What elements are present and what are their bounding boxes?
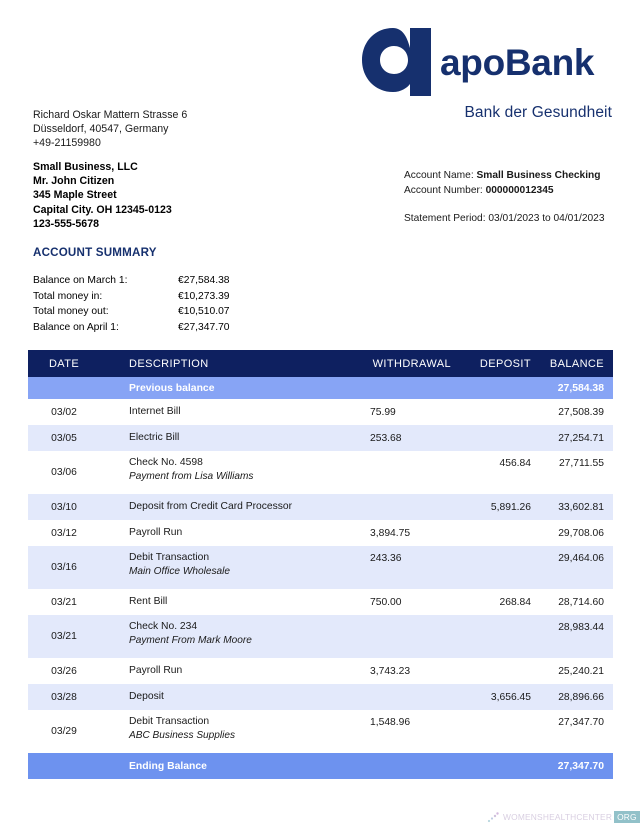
transaction-date: 03/21 bbox=[51, 631, 77, 642]
transaction-deposit bbox=[461, 658, 541, 684]
bank-address-phone: +49-21159980 bbox=[33, 137, 101, 150]
transaction-description bbox=[100, 615, 348, 658]
previous-balance-row bbox=[28, 377, 613, 399]
account-number-value: 000000012345 bbox=[485, 184, 554, 196]
transaction-balance: 27,254.71 bbox=[558, 432, 604, 444]
summary-value: €10,273.39 bbox=[178, 290, 230, 302]
transactions-header bbox=[28, 350, 613, 377]
description-main: Check No. 234 bbox=[129, 621, 198, 632]
transaction-description bbox=[100, 494, 348, 520]
transaction-deposit: 268.84 bbox=[499, 596, 531, 608]
transaction-withdrawal bbox=[348, 451, 461, 494]
table-row bbox=[28, 589, 613, 615]
transactions-table bbox=[28, 350, 613, 779]
transaction-deposit bbox=[461, 399, 541, 425]
transaction-deposit: 456.84 bbox=[499, 458, 531, 469]
summary-row bbox=[33, 320, 288, 336]
logo-tagline: Bank der Gesundheit bbox=[464, 104, 612, 121]
description-main: Internet Bill bbox=[129, 406, 181, 417]
description-main: Deposit bbox=[129, 691, 164, 702]
transaction-description bbox=[100, 399, 348, 425]
description-sub: Payment from Lisa Williams bbox=[129, 471, 254, 482]
summary-value: €10,510.07 bbox=[178, 306, 230, 318]
transaction-description bbox=[100, 684, 348, 710]
transactions-header-row bbox=[28, 350, 613, 377]
site-watermark bbox=[487, 810, 640, 824]
ending-balance-withdrawal bbox=[348, 753, 461, 779]
account-summary-table bbox=[33, 273, 288, 335]
transaction-description bbox=[100, 589, 348, 615]
table-row bbox=[28, 546, 613, 589]
customer-phone: 123-555-5678 bbox=[33, 217, 99, 230]
transaction-date: 03/02 bbox=[51, 406, 77, 418]
summary-label: Total money in: bbox=[33, 290, 103, 302]
account-name-label: Account Name: bbox=[404, 170, 474, 181]
transaction-date: 03/21 bbox=[51, 596, 77, 608]
summary-value: €27,347.70 bbox=[178, 321, 230, 333]
summary-label: Balance on March 1: bbox=[33, 275, 128, 286]
table-row bbox=[28, 520, 613, 546]
bank-address-line-1: Richard Oskar Mattern Strasse 6 bbox=[33, 109, 188, 121]
watermark-text: WOMENSHEALTHCENTER bbox=[503, 812, 613, 822]
transaction-date: 03/16 bbox=[51, 562, 77, 573]
table-row bbox=[28, 684, 613, 710]
description-sub: Main Office Wholesale bbox=[129, 566, 230, 577]
description-main: Rent Bill bbox=[129, 596, 168, 607]
transaction-date: 03/28 bbox=[51, 691, 77, 703]
transaction-balance: 29,464.06 bbox=[558, 553, 604, 564]
account-summary-body bbox=[33, 273, 288, 335]
table-row bbox=[28, 710, 613, 753]
transaction-date: 03/12 bbox=[51, 527, 77, 539]
ending-balance-deposit bbox=[461, 753, 541, 779]
transaction-balance: 27,711.55 bbox=[558, 458, 604, 469]
transaction-withdrawal: 750.00 bbox=[370, 596, 402, 608]
summary-row bbox=[33, 273, 288, 289]
apobank-a-logo-icon bbox=[360, 26, 434, 98]
transaction-date: 03/29 bbox=[51, 726, 77, 737]
account-summary-title: ACCOUNT SUMMARY bbox=[33, 246, 157, 259]
account-number-row bbox=[404, 184, 605, 199]
account-number-label: Account Number: bbox=[404, 184, 483, 196]
summary-row bbox=[33, 304, 288, 320]
previous-balance-amount: 27,584.38 bbox=[557, 382, 604, 394]
transaction-balance: 28,896.66 bbox=[558, 691, 604, 703]
statement-period: Statement Period: 03/01/2023 to 04/01/2023 bbox=[404, 213, 605, 224]
transaction-date: 03/06 bbox=[51, 467, 77, 478]
customer-company: Small Business, LLC bbox=[33, 161, 138, 173]
ending-balance-label: Ending Balance bbox=[129, 760, 207, 772]
transaction-deposit: 5,891.26 bbox=[490, 501, 531, 513]
description-main: Debit Transaction bbox=[129, 552, 210, 563]
description-main: Debit Transaction bbox=[129, 716, 210, 727]
description-main: Payroll Run bbox=[129, 665, 183, 676]
transaction-deposit bbox=[461, 425, 541, 451]
transactions-body bbox=[28, 377, 613, 779]
transaction-balance: 27,347.70 bbox=[558, 717, 604, 728]
watermark-badge: ORG bbox=[614, 811, 640, 823]
description-main: Electric Bill bbox=[129, 432, 180, 443]
transaction-deposit bbox=[461, 546, 541, 589]
transaction-withdrawal: 253.68 bbox=[370, 432, 402, 444]
transaction-withdrawal bbox=[348, 615, 461, 658]
ending-balance-amount: 27,347.70 bbox=[557, 760, 604, 772]
transaction-balance: 25,240.21 bbox=[558, 665, 604, 677]
ending-balance-row bbox=[28, 753, 613, 779]
transaction-withdrawal: 243.36 bbox=[370, 553, 402, 564]
previous-balance-deposit bbox=[461, 377, 541, 399]
summary-label: Balance on April 1: bbox=[33, 321, 119, 333]
transaction-description bbox=[100, 710, 348, 753]
bank-logo bbox=[360, 26, 612, 126]
transaction-description bbox=[100, 425, 348, 451]
column-header-date: DATE bbox=[28, 350, 100, 377]
transaction-description bbox=[100, 451, 348, 494]
transaction-balance: 27,508.39 bbox=[558, 406, 604, 418]
transaction-deposit bbox=[461, 615, 541, 658]
description-sub: ABC Business Supplies bbox=[129, 730, 236, 741]
previous-balance-withdrawal bbox=[348, 377, 461, 399]
logo-row bbox=[360, 26, 612, 98]
table-row bbox=[28, 615, 613, 658]
transaction-date: 03/10 bbox=[51, 501, 77, 513]
transaction-withdrawal: 3,894.75 bbox=[370, 527, 411, 539]
account-meta bbox=[404, 169, 605, 227]
transaction-date: 03/05 bbox=[51, 432, 77, 444]
table-row bbox=[28, 494, 613, 520]
description-main: Payroll Run bbox=[129, 527, 183, 538]
account-name-row bbox=[404, 169, 605, 184]
transaction-withdrawal bbox=[348, 684, 461, 710]
transaction-withdrawal: 3,743.23 bbox=[370, 665, 411, 677]
transaction-balance: 28,714.60 bbox=[558, 596, 604, 608]
column-header-deposit: DEPOSIT bbox=[461, 350, 541, 377]
transaction-deposit bbox=[461, 710, 541, 753]
previous-balance-date bbox=[28, 377, 100, 399]
column-header-withdrawal: WITHDRAWAL bbox=[348, 350, 461, 377]
summary-row bbox=[33, 289, 288, 305]
transaction-balance: 28,983.44 bbox=[558, 622, 604, 633]
logo-wordmark: apoBank bbox=[440, 41, 595, 83]
summary-value: €27,584.38 bbox=[178, 275, 230, 286]
table-row bbox=[28, 399, 613, 425]
table-row bbox=[28, 425, 613, 451]
customer-name: Mr. John Citizen bbox=[33, 175, 115, 188]
account-name-value: Small Business Checking bbox=[476, 170, 601, 181]
table-row bbox=[28, 658, 613, 684]
transaction-deposit: 3,656.45 bbox=[490, 691, 531, 703]
customer-address bbox=[33, 160, 172, 231]
summary-label: Total money out: bbox=[33, 306, 109, 318]
transaction-balance: 29,708.06 bbox=[558, 527, 604, 539]
transaction-description bbox=[100, 546, 348, 589]
description-main: Deposit from Credit Card Processor bbox=[129, 501, 293, 512]
column-header-description: DESCRIPTION bbox=[100, 350, 348, 377]
description-main: Check No. 4598 bbox=[129, 457, 203, 468]
table-row bbox=[28, 451, 613, 494]
transaction-withdrawal: 1,548.96 bbox=[370, 717, 411, 728]
customer-street: 345 Maple Street bbox=[33, 189, 117, 202]
transaction-balance: 33,602.81 bbox=[558, 501, 604, 513]
description-sub: Payment From Mark Moore bbox=[129, 635, 252, 646]
transaction-withdrawal bbox=[348, 494, 461, 520]
transaction-deposit bbox=[461, 520, 541, 546]
transaction-description bbox=[100, 658, 348, 684]
previous-balance-label: Previous balance bbox=[129, 382, 215, 394]
column-header-balance: BALANCE bbox=[541, 350, 613, 377]
bank-address-line-2: Düsseldorf, 40547, Germany bbox=[33, 123, 169, 136]
transaction-date: 03/26 bbox=[51, 665, 77, 677]
transaction-description bbox=[100, 520, 348, 546]
transaction-withdrawal: 75.99 bbox=[370, 406, 396, 418]
ending-balance-date bbox=[28, 753, 100, 779]
dots-decoration-icon bbox=[487, 810, 501, 824]
bank-address bbox=[33, 108, 187, 151]
customer-city-state-zip: Capital City. OH 12345-0123 bbox=[33, 203, 172, 216]
